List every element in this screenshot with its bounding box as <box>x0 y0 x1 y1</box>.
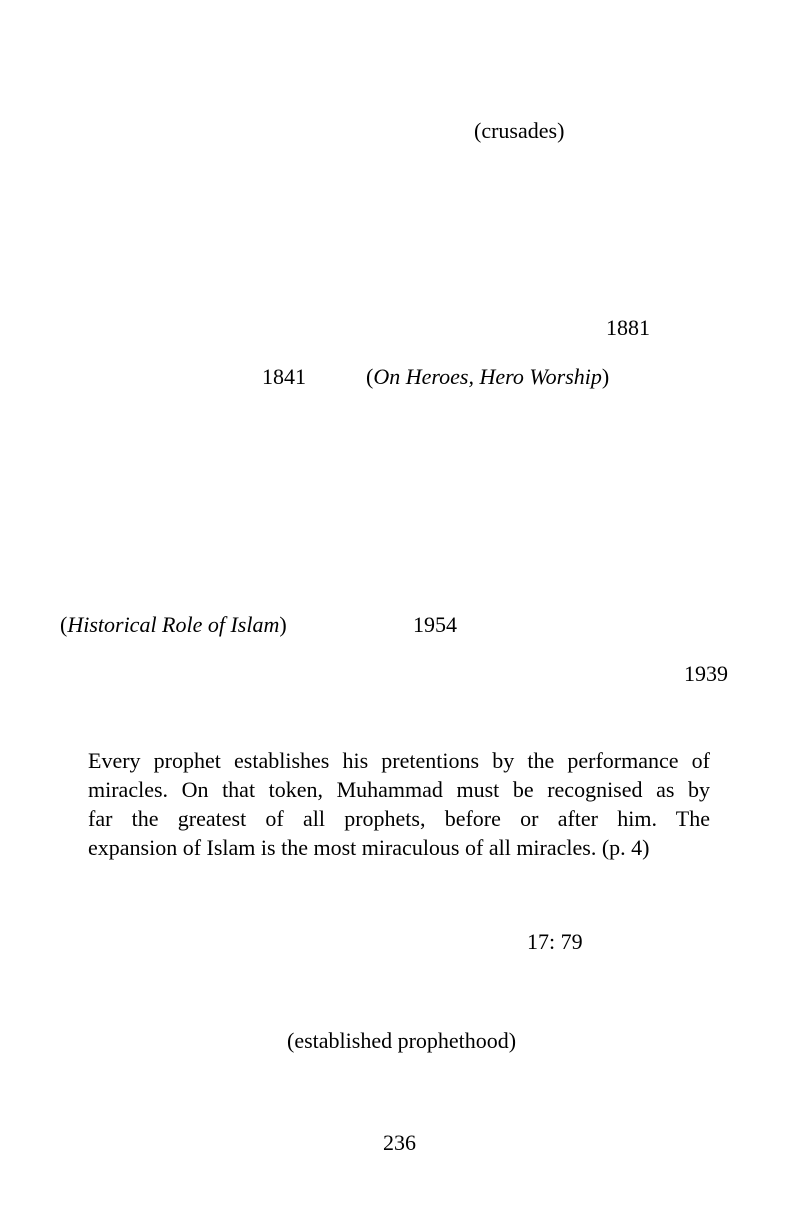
verse-reference: 17: 79 <box>527 929 583 954</box>
heroes-book-title: On Heroes, Hero Worship <box>373 364 602 389</box>
crusades-term: (crusades) <box>474 118 565 143</box>
year-1939: 1939 <box>684 661 728 686</box>
quote-line: far the greatest of all prophets, before or after him. The <box>88 806 710 831</box>
historical-close-paren: ) <box>279 612 287 637</box>
historical-role-citation <box>60 614 287 636</box>
historical-book-title: Historical Role of Islam <box>67 612 280 637</box>
quote-line: miracles. On that token, Muhammad must be recognised as by <box>88 777 710 802</box>
page-number: 236 <box>383 1130 416 1155</box>
heroes-open-paren: ( <box>366 364 374 389</box>
year-1881: 1881 <box>606 315 650 340</box>
historical-open-paren: ( <box>60 612 68 637</box>
year-1841: 1841 <box>262 364 306 389</box>
heroes-citation <box>366 366 609 388</box>
year-1954: 1954 <box>413 612 457 637</box>
quote-line: expansion of Islam is the most miraculous of all miracles. (p. 4) <box>88 835 650 860</box>
heroes-close-paren: ) <box>601 364 610 389</box>
established-prophethood-term: (established prophethood) <box>287 1028 517 1053</box>
quote-line: Every prophet establishes his pretentions by the performance of <box>88 748 710 773</box>
block-quote <box>88 746 710 862</box>
